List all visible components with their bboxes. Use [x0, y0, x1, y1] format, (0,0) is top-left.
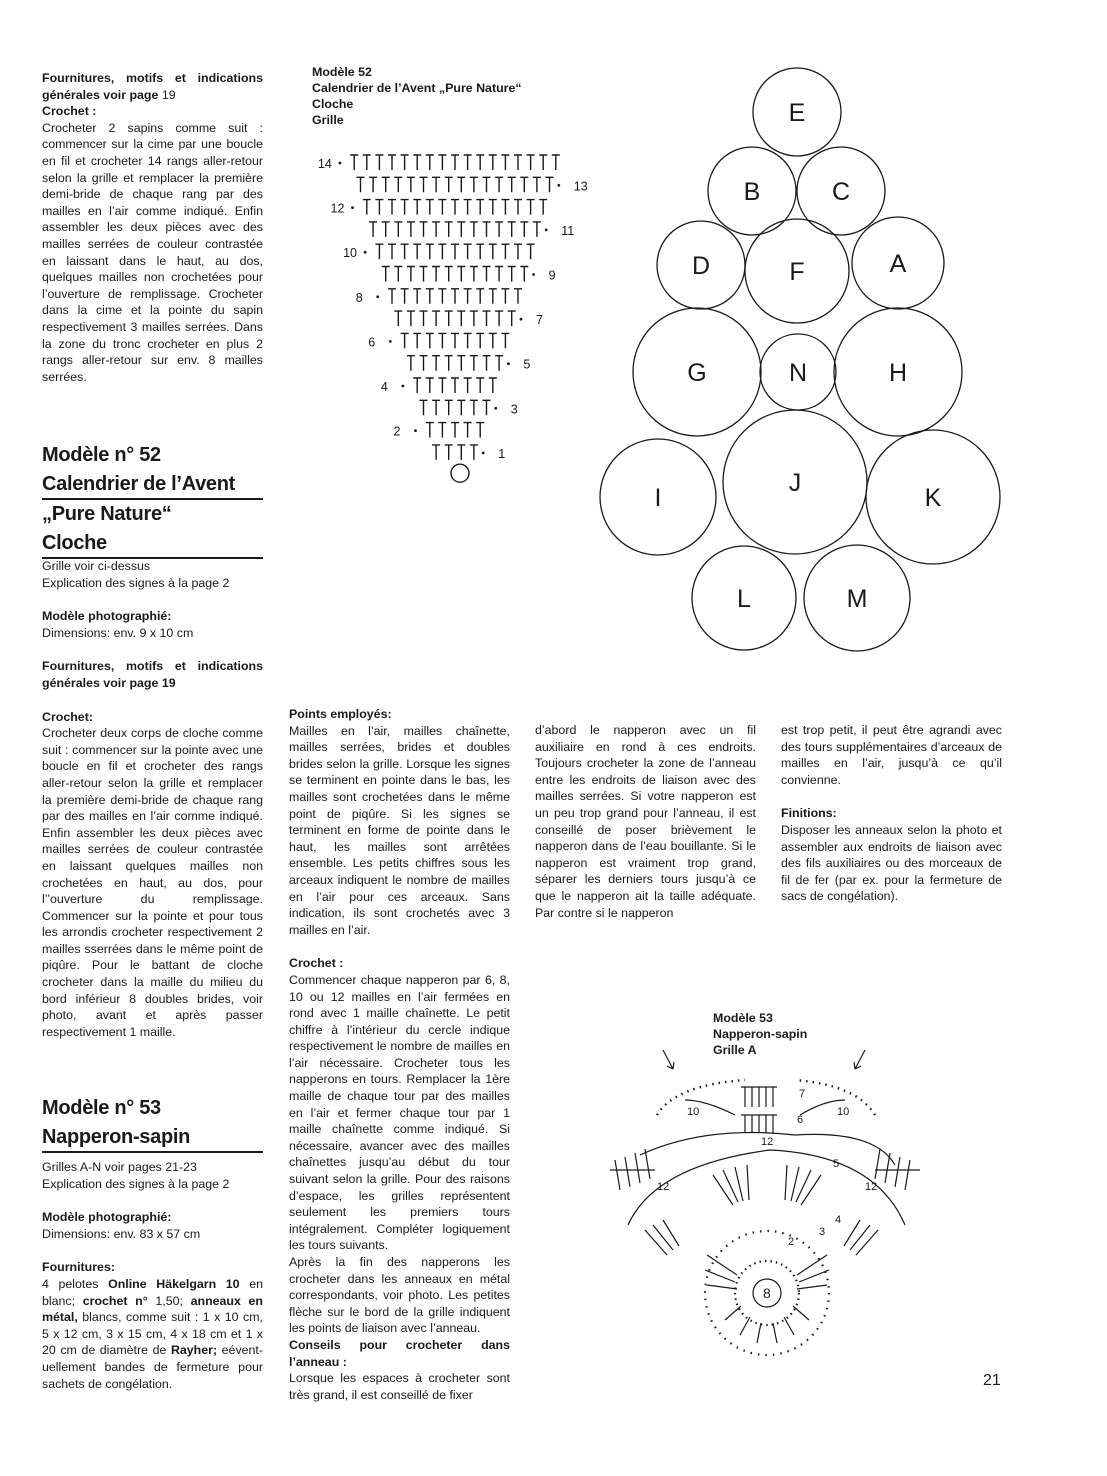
stitch-mark	[464, 200, 472, 215]
motif-label: B	[743, 178, 761, 206]
grille53-number: 12	[657, 1181, 670, 1193]
stitch-mark	[420, 400, 428, 415]
stitch-mark	[382, 222, 390, 237]
stitch-mark	[533, 222, 541, 237]
chain-dot	[414, 429, 417, 432]
f-part: eéventuellement bandes de fermeture pour sachets de congélation.	[42, 1343, 263, 1391]
stitch-mark	[388, 289, 396, 304]
stitch-mark	[451, 378, 459, 393]
stitch-mark	[501, 289, 509, 304]
stitch-mark	[394, 267, 402, 282]
stitch-mark	[457, 356, 465, 371]
stitch-mark	[476, 200, 484, 215]
chain-dot	[494, 407, 497, 410]
chain-dot	[402, 385, 405, 388]
chain-dot	[389, 340, 392, 343]
stitch-mark	[432, 356, 440, 371]
stitch-mark	[464, 155, 472, 170]
col2-block	[289, 706, 510, 1403]
grille53-number: 3	[819, 1226, 826, 1238]
row-label: 10	[343, 246, 358, 261]
stitch-mark	[501, 333, 509, 348]
m53-details	[42, 1159, 263, 1392]
motif-label: M	[846, 585, 868, 613]
stitch-mark	[438, 423, 446, 438]
stitch-mark	[539, 200, 547, 215]
stitch-mark	[470, 445, 478, 460]
stitch-mark	[432, 222, 440, 237]
m53-photo-label: Modèle photographié:	[42, 1210, 172, 1225]
stitch-mark	[357, 177, 365, 192]
m52-photo-label: Modèle photographié:	[42, 609, 172, 624]
chain-dot	[482, 452, 485, 455]
grille52-chart	[280, 140, 620, 495]
stitch-mark	[426, 378, 434, 393]
stitch-mark	[489, 155, 497, 170]
stitch-mark	[501, 244, 509, 259]
stitch-mark	[369, 222, 377, 237]
stitch-mark	[514, 200, 522, 215]
stitch-mark	[520, 267, 528, 282]
stitch-mark	[546, 177, 554, 192]
stitch-mark	[495, 311, 503, 326]
stitch-mark	[457, 400, 465, 415]
stitch-mark	[369, 177, 377, 192]
stitch-mark	[457, 177, 465, 192]
grille52-caption-line: Calendrier de l’Avent „Pure Nature“	[312, 81, 522, 95]
chain-dot	[532, 273, 535, 276]
stitch-mark	[476, 244, 484, 259]
stitch-mark	[495, 177, 503, 192]
link-arrow-icon	[854, 1050, 865, 1069]
stitch-mark	[464, 423, 472, 438]
stitch-mark	[451, 155, 459, 170]
stitch-mark	[476, 289, 484, 304]
m52-signes-ref: Explication des signes à la page 2	[42, 575, 230, 590]
intro-fournitures	[42, 70, 263, 103]
stitch-mark	[483, 311, 491, 326]
stitch-mark	[426, 244, 434, 259]
stitch-mark	[438, 378, 446, 393]
row-label: 13	[573, 179, 588, 194]
chain-dot	[364, 251, 367, 254]
row-label: 5	[523, 357, 531, 372]
stitch-mark	[413, 155, 421, 170]
stitch-mark	[489, 200, 497, 215]
stitch-mark	[445, 445, 453, 460]
stitch-mark	[508, 311, 516, 326]
stitch-mark	[451, 244, 459, 259]
grille53-chart	[595, 1045, 940, 1370]
chain-dot	[376, 295, 379, 298]
chain-dot	[351, 206, 354, 209]
stitch-mark	[413, 289, 421, 304]
stitch-mark	[438, 244, 446, 259]
stitch-mark	[457, 222, 465, 237]
row-label: 3	[510, 402, 518, 417]
m52-heading-line1: Modèle n° 52	[42, 444, 161, 466]
stitch-mark	[426, 200, 434, 215]
stitch-mark	[451, 289, 459, 304]
circle-layout	[595, 60, 1005, 655]
stitch-mark	[508, 177, 516, 192]
col2-crochet-label: Crochet :	[289, 956, 344, 971]
stitch-mark	[350, 155, 358, 170]
m53-grilles-ref: Grilles A-N voir pages 21-23	[42, 1160, 197, 1174]
row-label: 1	[498, 446, 506, 461]
f-part: 4 pelotes	[42, 1276, 99, 1291]
m52-crochet-label: Crochet:	[42, 709, 93, 724]
stitch-mark	[527, 244, 535, 259]
grille53-number: 10	[837, 1106, 850, 1118]
stitch-mark	[520, 177, 528, 192]
motif-label: C	[831, 178, 851, 206]
stitch-mark	[495, 356, 503, 371]
stitch-mark	[476, 155, 484, 170]
stitch-mark	[445, 177, 453, 192]
stitch-mark	[495, 267, 503, 282]
chain-dot	[557, 184, 560, 187]
motif-label: J	[788, 469, 802, 497]
stitch-mark	[420, 356, 428, 371]
stitch-mark	[539, 155, 547, 170]
grille52-caption-line: Modèle 52	[312, 65, 372, 79]
f-part: en blanc;	[42, 1276, 263, 1308]
stitch-mark	[401, 333, 409, 348]
stitch-mark	[451, 333, 459, 348]
stitch-mark	[420, 177, 428, 192]
stitch-mark	[407, 222, 415, 237]
m53-heading-line1: Modèle n° 53	[42, 1097, 161, 1119]
intro-crochet-text: Crocheter 2 sapins comme suit : commencer sur la cime par une boucle en fil et crocheter 14 rangs aller-retour selon la grille et remplacer la première demi-bride de chaque rang par des mailles en l’air comme indiqué. Enfin assembler les deux pièces avec des mailles serrées de couleur contrastée en laissant dans le haut, au dos, quelques mailles non crochetées pour l’ouverture de remplissage. Crocheter dans la cime et la pointe du sapin respectivement 3 mailles serrées. Dans la zone du tronc crocheter en plus 2 rangs aller-retour sur env. 8 mailles serrées.	[42, 120, 263, 384]
grille53-number: 12	[865, 1181, 878, 1193]
f-part: blancs, comme suit : 1 x 10 cm, 5 x 12 cm, 3 x 15 cm, 4 x 18 cm et 1 x 20 cm de diamètre de	[42, 1310, 263, 1358]
stitch-mark	[420, 222, 428, 237]
intro-block	[42, 70, 263, 385]
conseils-text: Lorsque les espaces à crocheter sont très grand, il est conseillé de fixer	[289, 1371, 510, 1402]
motif-label: N	[788, 359, 808, 387]
stitch-mark	[420, 311, 428, 326]
stitch-mark	[382, 177, 390, 192]
stitch-mark	[451, 200, 459, 215]
stitch-mark	[426, 423, 434, 438]
motif-label: D	[691, 252, 711, 280]
stitch-mark	[552, 155, 560, 170]
stitch-mark	[407, 267, 415, 282]
row-label: 12	[330, 201, 345, 216]
f-part: anneaux en métal,	[42, 1293, 263, 1325]
stitch-mark	[445, 222, 453, 237]
stitch-mark	[514, 244, 522, 259]
stitch-mark	[470, 311, 478, 326]
m53-fournitures-label: Fournitures:	[42, 1260, 115, 1275]
col2-crochet-text1: Commencer chaque napperon par 6, 8, 10 ou 12 mailles en l’air fermées en rond avec 1 maille chaînette. Le petit chiffre à l’intérieur du cercle indique respectivement le nombre de mailles en l’air nécessaire. Crocheter tous les napperons en tours. Remplacer la 1ère maille de chaque tour par des mailles en l’air et fermer chaque tour par 1 maille chaînette comme indiqué. Si nécessaire, avancer avec des mailles chaînettes jusqu’au début du tour suivant selon la grille. Pour des raisons d’espace, les grilles représentent seulement les premiers tours intégralement. Compléter logiquement les tours suivants.	[289, 972, 510, 1253]
grille53-number: 2	[788, 1236, 795, 1248]
stitch-mark	[432, 445, 440, 460]
grille53-caption-line: Modèle 53	[713, 1011, 773, 1025]
stitch-mark	[401, 200, 409, 215]
chain-dot	[507, 362, 510, 365]
stitch-mark	[514, 155, 522, 170]
link-arrow-icon	[663, 1050, 674, 1069]
col4-text: est trop petit, il peut être agrandi avec des tours supplémentaires d’arceaux de mailles en l’air, jusqu’à ce qu’il convienne.	[781, 723, 1002, 787]
stitch-mark	[464, 244, 472, 259]
m53-signes-ref: Explication des signes à la page 2	[42, 1176, 230, 1191]
f-part: 1,50;	[155, 1293, 183, 1308]
m52-heading-line4: Cloche	[42, 529, 263, 560]
motif-label: F	[789, 258, 805, 286]
stitch-mark	[476, 378, 484, 393]
stitch-mark	[413, 244, 421, 259]
stitch-mark	[394, 311, 402, 326]
row-label: 2	[393, 424, 401, 439]
stitch-mark	[407, 177, 415, 192]
stitch-mark	[432, 400, 440, 415]
stitch-mark	[363, 155, 371, 170]
stitch-mark	[401, 289, 409, 304]
stitch-mark	[363, 200, 371, 215]
stitch-mark	[401, 244, 409, 259]
stitch-mark	[527, 155, 535, 170]
grille53-caption-line: Napperon-sapin	[713, 1027, 808, 1041]
stitch-mark	[520, 222, 528, 237]
m53-heading-line2: Napperon-sapin	[42, 1123, 263, 1154]
stitch-mark	[388, 155, 396, 170]
stitch-mark	[501, 155, 509, 170]
stitch-mark	[382, 267, 390, 282]
stitch-mark	[394, 222, 402, 237]
col4-block	[781, 722, 1002, 905]
stitch-mark	[426, 155, 434, 170]
stitch-mark	[432, 311, 440, 326]
grille52-caption-line: Cloche	[312, 97, 354, 111]
stitch-mark	[508, 267, 516, 282]
intro-fournitures-label: Fournitures, motifs et indications générales voir page	[42, 71, 263, 102]
stitch-mark	[438, 289, 446, 304]
f-part: crochet n°	[82, 1293, 148, 1308]
stitch-mark	[375, 200, 383, 215]
stitch-mark	[413, 378, 421, 393]
stitch-mark	[426, 333, 434, 348]
stitch-mark	[457, 311, 465, 326]
grille52-caption	[312, 64, 522, 128]
stitch-mark	[445, 356, 453, 371]
row-label: 4	[380, 380, 388, 394]
points-label: Points employés:	[289, 707, 392, 721]
intro-crochet-label: Crochet :	[42, 104, 97, 119]
stitch-mark	[470, 400, 478, 415]
stitch-mark	[464, 333, 472, 348]
stitch-mark	[483, 222, 491, 237]
motif-label: G	[687, 359, 707, 387]
stitch-mark	[401, 155, 409, 170]
stitch-mark	[413, 200, 421, 215]
col3-block	[535, 722, 756, 921]
col3-text: d’abord le napperon avec un fil auxiliaire en rond à ces endroits. Toujours crocheter la zone de l’anneau entre les endroits de liaison avec des mailles serrées. Si votre napperon est un peu trop grand pour l’anneau, il est conseillé de poser brièvement le napperon dans de l’eau bouillante. Si le napperon est vraiment trop grand, séparer les derniers tours jusqu’à ce que le napperon ait la taille adéquate. Par contre si le napperon	[535, 723, 756, 920]
stitch-mark	[375, 244, 383, 259]
stitch-mark	[508, 222, 516, 237]
stitch-mark	[483, 267, 491, 282]
stitch-mark	[388, 244, 396, 259]
grille53-number: 6	[797, 1114, 804, 1126]
finitions-text: Disposer les anneaux selon la photo et assembler aux endroits de liaison avec des fils auxiliaires ou des morceaux de fil de fer (par ex. pour la fermeture de sacs de congélation).	[781, 822, 1002, 904]
m52-grille-ref: Grille voir ci-dessus	[42, 559, 151, 573]
motif-label: I	[654, 484, 662, 512]
row-label: 9	[548, 268, 556, 283]
stitch-mark	[445, 311, 453, 326]
motif-label: L	[737, 585, 751, 613]
grille53-number: 4	[835, 1214, 842, 1226]
chain-dot	[339, 162, 342, 165]
stitch-mark	[388, 200, 396, 215]
intro-page-ref: 19	[161, 87, 176, 102]
stitch-mark	[470, 222, 478, 237]
col2-crochet-text2: Après la fin des napperons les crocheter dans les anneaux en métal correspondants, voir photo. Les petites flèche sur le bord de la grille indiquent les points de liaison avec l’anneau.	[289, 1255, 510, 1336]
m53-fournitures-text	[42, 1276, 263, 1392]
stitch-mark	[457, 445, 465, 460]
stitch-mark	[451, 423, 459, 438]
stitch-mark	[489, 289, 497, 304]
stitch-mark	[420, 267, 428, 282]
stitch-mark	[426, 289, 434, 304]
conseils-label: Conseils pour crocheter dans l’anneau :	[289, 1337, 510, 1369]
f-part: Rayher;	[170, 1343, 218, 1358]
stitch-mark	[464, 378, 472, 393]
row-label: 14	[317, 157, 332, 171]
m53-heading	[42, 1094, 263, 1153]
grille53-number: 12	[761, 1136, 774, 1148]
m52-dimensions: Dimensions: env. 9 x 10 cm	[42, 625, 194, 640]
stitch-mark	[514, 289, 522, 304]
stitch-mark	[432, 267, 440, 282]
stitch-mark	[464, 289, 472, 304]
grille53-number: 8	[763, 1285, 771, 1301]
stitch-mark	[413, 333, 421, 348]
grille53-number: 10	[687, 1106, 700, 1118]
row-label: 8	[355, 290, 363, 305]
m52-crochet-text: Crocheter deux corps de cloche comme suit : commencer sur la pointe avec une boucle en fil et crocheter des rangs aller-retour selon la grille et remplacer la première demi-bride de chaque rang par des mailles en l’air comme indiqué. Enfin assembler les deux pièces avec mailles serrées de couleur contrastée en laissant quelques mailles non crochetées en haut, au dos, pour l’’ouverture du remplissage. Commencer sur la pointe et pour tous les arrondis crocheter respectivement 2 mailles sserrées dans le même point de piqûre. Pour le battant de cloche crocheter dans la maille du milieu du bord inférieur 8 doubles brides, voir photo, avant et après passer respectivement 1 maille.	[42, 726, 263, 1039]
stitch-mark	[407, 311, 415, 326]
stitch-mark	[476, 423, 484, 438]
stitch-mark	[394, 177, 402, 192]
stitch-mark	[527, 200, 535, 215]
stitch-mark	[445, 267, 453, 282]
chain-dot	[545, 229, 548, 232]
motif-label: K	[924, 484, 942, 512]
stitch-mark	[495, 222, 503, 237]
start-ring	[451, 464, 469, 482]
stitch-mark	[501, 200, 509, 215]
stitch-mark	[457, 267, 465, 282]
m52-details	[42, 558, 263, 1040]
stitch-mark	[483, 177, 491, 192]
stitch-mark	[470, 267, 478, 282]
m52-fournitures: Fournitures, motifs et indications générales voir page 19	[42, 659, 263, 690]
stitch-mark	[489, 333, 497, 348]
grille53-number: 7	[799, 1088, 806, 1100]
m52-heading-line3: „Pure Nature“	[42, 503, 172, 525]
page-number: 21	[983, 1372, 1001, 1389]
m53-dimensions: Dimensions: env. 83 x 57 cm	[42, 1226, 201, 1241]
chain-dot	[520, 318, 523, 321]
grille52-caption-line: Grille	[312, 113, 344, 127]
stitch-mark	[438, 155, 446, 170]
stitch-mark	[483, 356, 491, 371]
stitch-mark	[438, 200, 446, 215]
stitch-mark	[375, 155, 383, 170]
stitch-mark	[489, 244, 497, 259]
grille53-caption-line: Grille A	[713, 1043, 757, 1057]
stitch-mark	[407, 356, 415, 371]
grille53-number: 5	[833, 1158, 840, 1170]
stitch-mark	[470, 177, 478, 192]
stitch-mark	[533, 177, 541, 192]
motif-label: H	[888, 359, 908, 387]
stitch-mark	[438, 333, 446, 348]
row-label: 7	[536, 313, 543, 328]
row-label: 6	[368, 335, 376, 350]
points-text: Mailles en l’air, mailles chaînette, mailles serrées, brides et doubles brides selon la grille. Lorsque les signes se terminent en pointe dans le bas, les mailles sont crochetées dans le même point de piqûre. Si les signes se terminent en forme de pointe dans le haut, les mailles sont arrêtées ensemble. Les petits chiffres sous les arceaux indiquent le nombre de mailles en l’air pour ces arceaux. Sans indication, ils sont crochetés avec 3 mailles en l’air.	[289, 723, 510, 937]
stitch-mark	[470, 356, 478, 371]
m52-heading-line2: Calendrier de l’Avent	[42, 470, 263, 501]
row-label: 11	[561, 223, 575, 238]
finitions-label: Finitions:	[781, 806, 837, 821]
motif-label: A	[889, 250, 907, 278]
stitch-mark	[432, 177, 440, 192]
stitch-mark	[445, 400, 453, 415]
stitch-mark	[483, 400, 491, 415]
stitch-mark	[476, 333, 484, 348]
f-part: Online Häkelgarn 10	[108, 1276, 240, 1291]
motif-label: E	[788, 99, 806, 127]
m52-heading	[42, 441, 263, 559]
stitch-mark	[489, 378, 497, 393]
